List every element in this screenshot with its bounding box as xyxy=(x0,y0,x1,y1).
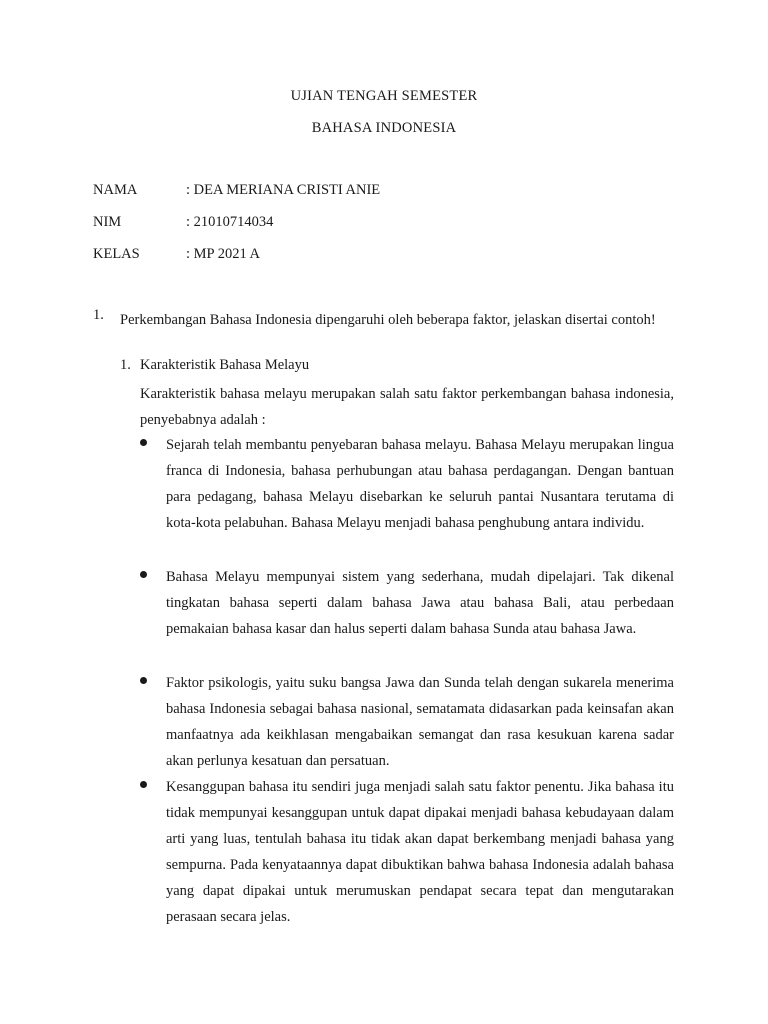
bullet-text: Bahasa Melayu mempunyai sistem yang sederhana, mudah dipelajari. Tak dikenal tingkatan bahasa seperti dalam bahasa Jawa atau bahasa Bali, atau perbedaan pemakaian bahasa kasar dan halus seperti dalam bahasa Sunda atau bahasa Jawa. xyxy=(166,569,674,637)
answer-sub-number: 1. xyxy=(120,357,131,373)
identity-value-kelas: : MP 2021 A xyxy=(186,246,260,262)
answer-intro-paragraph: Karakteristik bahasa melayu merupakan salah satu faktor perkembangan bahasa indonesia, penyebabnya adalah : xyxy=(140,386,674,428)
bullet-dot-icon xyxy=(140,571,147,578)
bullet-text: Faktor psikologis, yaitu suku bangsa Jawa dan Sunda telah dengan sukarela menerima bahasa Indonesia sebagai bahasa nasional, sematamata didasarkan pada keinsafan akan manfaatnya ada keikhlasan mengabaikan semangat dan rasa kesukuan karena sadar akan perlunya kesatuan dan persatuan. xyxy=(166,675,674,769)
bullet-text: Sejarah telah membantu penyebaran bahasa melayu. Bahasa Melayu merupakan lingua franca di Indonesia, bahasa perhubungan atau bahasa perdagangan. Dengan bantuan para pedagang, bahasa Melayu disebarkan ke seluruh pantai Nusantara terutama di kota-kota pelabuhan. Bahasa Melayu menjadi bahasa penghubung antara individu. xyxy=(166,437,674,531)
exam-title: UJIAN TENGAH SEMESTER xyxy=(290,88,478,104)
identity-label-kelas: KELAS xyxy=(93,246,140,262)
identity-value-nim: : 21010714034 xyxy=(186,214,274,230)
identity-value-nama: : DEA MERIANA CRISTI ANIE xyxy=(186,182,381,198)
identity-label-nim: NIM xyxy=(93,214,122,230)
bullet-dot-icon xyxy=(140,781,147,788)
answer-sub-title: Karakteristik Bahasa Melayu xyxy=(140,357,310,373)
identity-label-nama: NAMA xyxy=(93,182,138,198)
bullet-dot-icon xyxy=(140,439,147,446)
subject-title: BAHASA INDONESIA xyxy=(311,120,457,136)
question-text: Perkembangan Bahasa Indonesia dipengaruhi oleh beberapa faktor, jelaskan disertai contoh! xyxy=(120,312,656,328)
question-number: 1. xyxy=(93,307,104,323)
bullet-text: Kesanggupan bahasa itu sendiri juga menjadi salah satu faktor penentu. Jika bahasa itu tidak mempunyai kesanggupan untuk dapat dipakai menjadi bahasa kebudayaan dalam arti yang luas, tentulah bahasa itu tidak akan dapat berkembang menjadi bahasa yang sempurna. Pada kenyataannya dapat dibuktikan bahwa bahasa Indonesia adalah bahasa yang dapat dipakai untuk merumuskan pendapat secara tepat dan mengutarakan perasaan secara jelas. xyxy=(166,779,674,925)
bullet-dot-icon xyxy=(140,677,147,684)
